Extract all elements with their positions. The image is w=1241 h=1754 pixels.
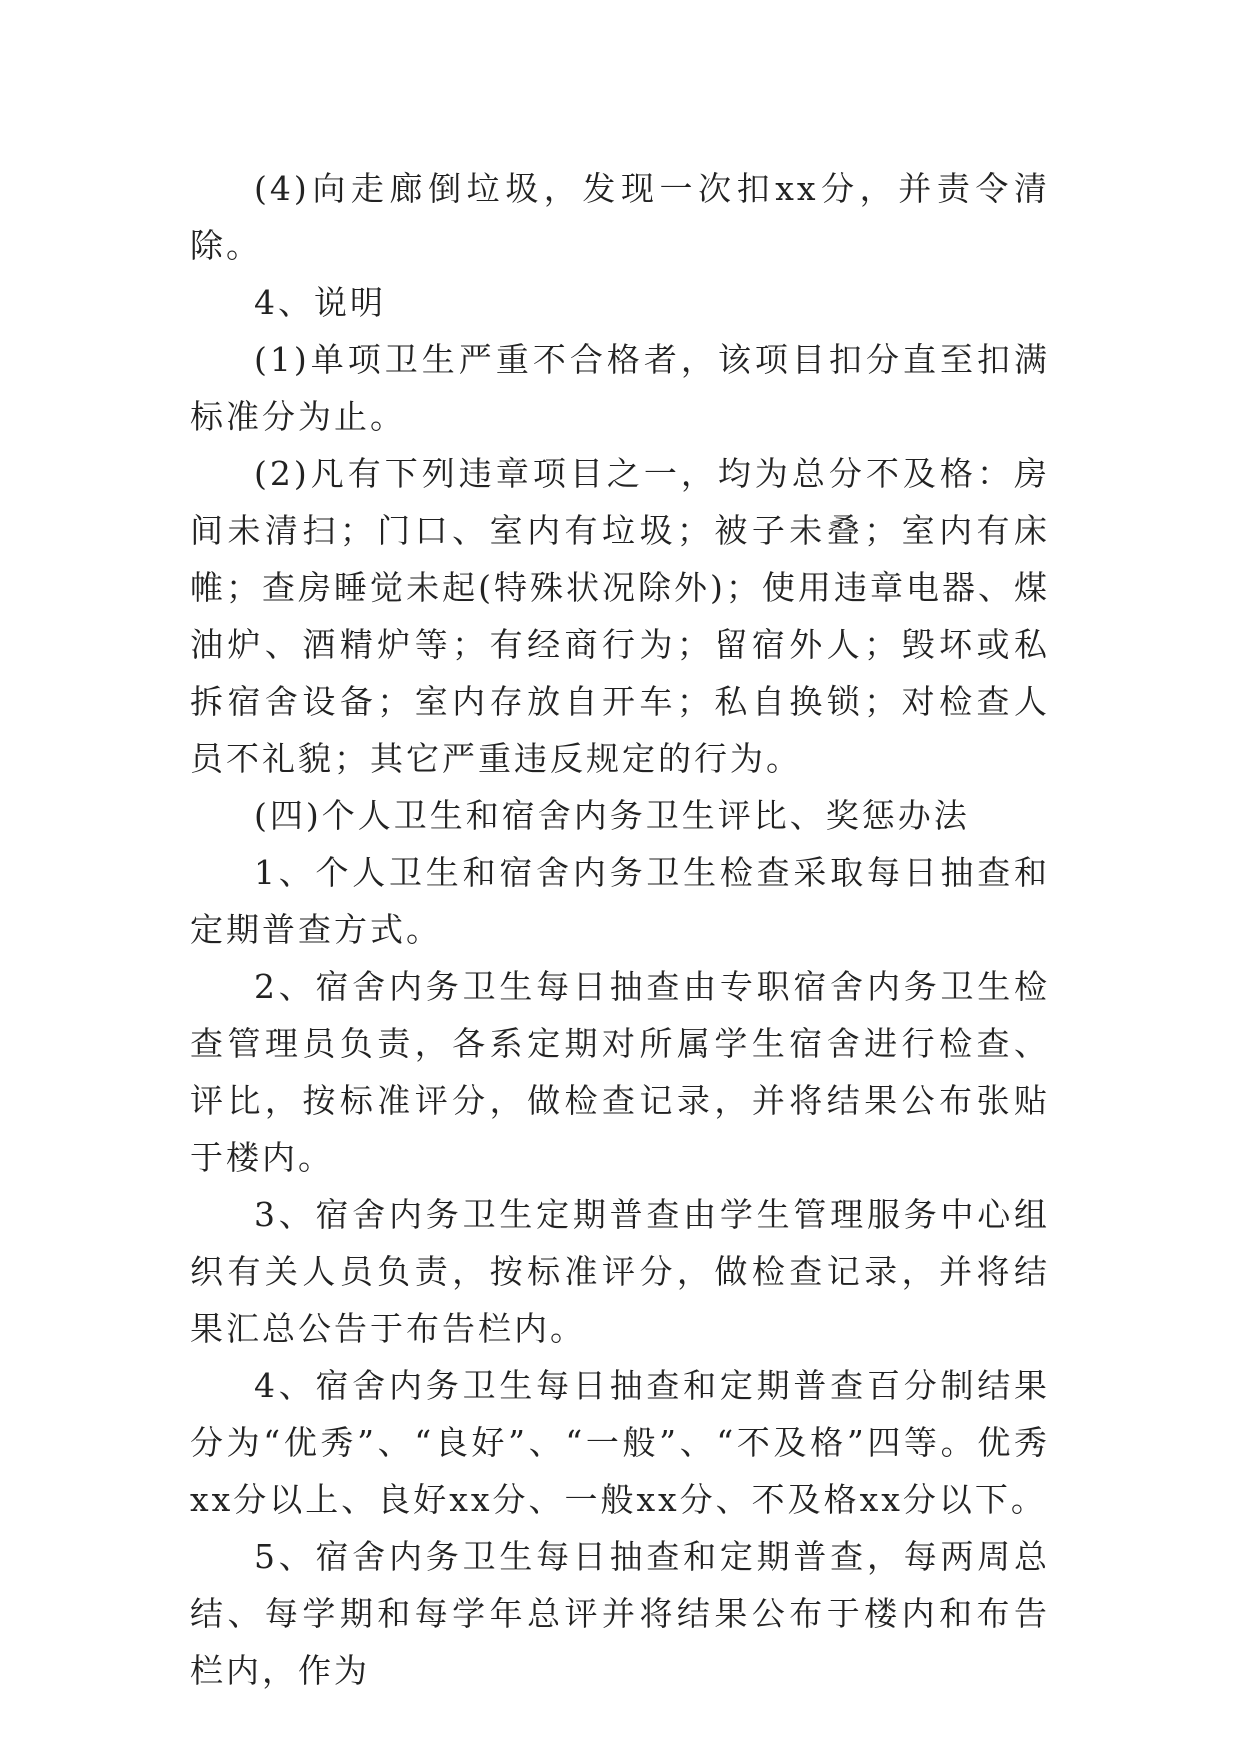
paragraph-item-1-single-item: (1)单项卫生严重不合格者，该项目扣分直至扣满标准分为止。 [190, 340, 1050, 436]
paragraph-rule-1: 1、个人卫生和宿舍内务卫生检查采取每日抽查和定期普查方式。 [190, 853, 1050, 949]
paragraph-item-4-corridor-garbage: (4)向走廊倒垃圾，发现一次扣xx分，并责令清除。 [190, 169, 1050, 265]
paragraph-item-2-violations: (2)凡有下列违章项目之一，均为总分不及格：房间未清扫；门口、室内有垃圾；被子未叠；室内有床帷；查房睡觉未起(特殊状况除外)；使用违章电器、煤油炉、酒精炉等；有经商行为；留宿外人；毁坏或私拆宿舍设备；室内存放自开车；私自换锁；对检查人员不礼貌；其它严重违反规定的行为。 [190, 454, 1050, 778]
paragraph-rule-4: 4、宿舍内务卫生每日抽查和定期普查百分制结果分为“优秀”、“良好”、“一般”、“不及格”四等。优秀xx分以上、良好xx分、一般xx分、不及格xx分以下。 [190, 1366, 1050, 1519]
paragraph-rule-3: 3、宿舍内务卫生定期普查由学生管理服务中心组织有关人员负责，按标准评分，做检查记录，并将结果汇总公告于布告栏内。 [190, 1195, 1050, 1348]
paragraph-rule-5: 5、宿舍内务卫生每日抽查和定期普查，每两周总结、每学期和每学年总评并将结果公布于楼内和布告栏内，作为 [190, 1537, 1050, 1690]
document-body [190, 160, 1050, 1699]
section-heading-evaluation-rules: (四)个人卫生和宿舍内务卫生评比、奖惩办法 [254, 796, 970, 835]
section-heading-explanation: 4、说明 [254, 283, 386, 322]
paragraph-rule-2: 2、宿舍内务卫生每日抽查由专职宿舍内务卫生检查管理员负责，各系定期对所属学生宿舍进行检查、评比，按标准评分，做检查记录，并将结果公布张贴于楼内。 [190, 967, 1050, 1177]
